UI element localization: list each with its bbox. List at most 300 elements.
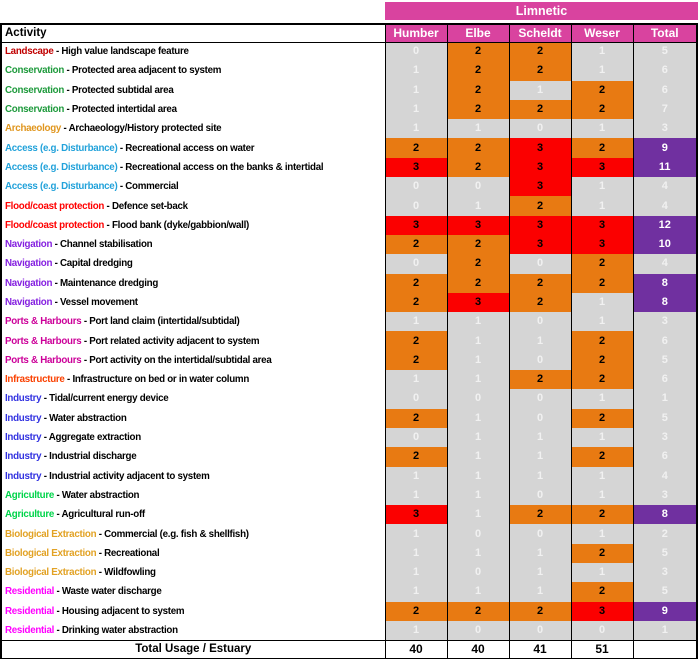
activity-cell <box>1 235 385 254</box>
activity-description: Recreational <box>104 546 160 559</box>
activity-label <box>5 567 156 578</box>
value-cell-elbe: 1 <box>447 370 509 389</box>
activity-category: Industry <box>5 392 42 405</box>
value-cell-weser: 3 <box>571 158 633 177</box>
table-row <box>1 196 697 215</box>
value-cell-weser: 1 <box>571 312 633 331</box>
value-cell-humber: 1 <box>385 61 447 80</box>
total-cell: 3 <box>633 312 697 331</box>
activity-label <box>5 65 221 76</box>
value-cell-elbe: 1 <box>447 312 509 331</box>
value-cell-elbe: 3 <box>447 216 509 235</box>
activity-cell <box>1 467 385 486</box>
value-cell-humber: 2 <box>385 409 447 428</box>
footer-total-humber: 40 <box>385 640 447 659</box>
value-cell-scheldt: 2 <box>509 61 571 80</box>
value-cell-humber: 0 <box>385 42 447 61</box>
value-cell-scheldt: 1 <box>509 81 571 100</box>
value-cell-scheldt: 1 <box>509 331 571 350</box>
activity-category: Conservation <box>5 83 65 96</box>
activity-label <box>5 162 323 173</box>
activity-cell <box>1 254 385 273</box>
activity-label <box>5 278 158 289</box>
activity-category: Access (e.g. Disturbance) <box>5 141 118 154</box>
table-row <box>1 274 697 293</box>
activity-separator: - <box>41 392 50 405</box>
activity-separator: - <box>54 585 62 598</box>
value-cell-weser: 2 <box>571 447 633 466</box>
activity-category: Navigation <box>5 257 53 270</box>
value-cell-humber: 0 <box>385 428 447 447</box>
total-cell: 5 <box>633 582 697 601</box>
activity-label <box>5 46 189 57</box>
activity-description: Agricultural run-off <box>61 508 145 521</box>
activity-category: Conservation <box>5 64 65 77</box>
footer-total-scheldt: 41 <box>509 640 571 659</box>
value-cell-scheldt: 3 <box>509 235 571 254</box>
total-cell: 1 <box>633 621 697 640</box>
value-cell-humber: 0 <box>385 196 447 215</box>
value-cell-scheldt: 0 <box>509 409 571 428</box>
value-cell-scheldt: 3 <box>509 158 571 177</box>
value-cell-humber: 3 <box>385 505 447 524</box>
value-cell-weser: 1 <box>571 42 633 61</box>
activity-description: Maintenance dredging <box>59 276 159 289</box>
total-cell: 6 <box>633 61 697 80</box>
table-row <box>1 621 697 640</box>
total-cell: 3 <box>633 486 697 505</box>
activity-cell <box>1 196 385 215</box>
activity-separator: - <box>96 527 105 540</box>
activity-separator: - <box>53 45 62 58</box>
activity-separator: - <box>81 334 90 347</box>
activity-separator: - <box>52 276 60 289</box>
total-cell: 5 <box>633 409 697 428</box>
value-cell-scheldt: 0 <box>509 389 571 408</box>
value-cell-elbe: 0 <box>447 563 509 582</box>
value-cell-weser: 1 <box>571 119 633 138</box>
value-cell-scheldt: 2 <box>509 602 571 621</box>
value-cell-scheldt: 0 <box>509 312 571 331</box>
activity-cell <box>1 621 385 640</box>
table-row <box>1 563 697 582</box>
value-cell-humber: 2 <box>385 274 447 293</box>
activity-cell <box>1 100 385 119</box>
value-cell-weser: 3 <box>571 216 633 235</box>
activity-separator: - <box>54 488 62 501</box>
activity-description: Flood bank (dyke/gabbion/wall) <box>111 218 249 231</box>
value-cell-humber: 1 <box>385 563 447 582</box>
value-cell-weser: 2 <box>571 331 633 350</box>
activity-label <box>5 201 188 212</box>
value-cell-humber: 2 <box>385 602 447 621</box>
value-cell-weser: 1 <box>571 467 633 486</box>
activity-label <box>5 529 249 540</box>
value-cell-weser: 1 <box>571 428 633 447</box>
total-cell: 8 <box>633 505 697 524</box>
value-cell-weser: 3 <box>571 235 633 254</box>
value-cell-elbe: 2 <box>447 158 509 177</box>
activity-cell <box>1 563 385 582</box>
activity-separator: - <box>41 411 50 424</box>
value-cell-humber: 2 <box>385 351 447 370</box>
value-cell-elbe: 2 <box>447 254 509 273</box>
activity-category: Industry <box>5 469 42 482</box>
table-row <box>1 505 697 524</box>
total-cell: 10 <box>633 235 697 254</box>
activity-cell <box>1 544 385 563</box>
value-cell-humber: 1 <box>385 544 447 563</box>
activity-cell <box>1 158 385 177</box>
activity-separator: - <box>64 103 72 116</box>
value-cell-weser: 2 <box>571 370 633 389</box>
footer-total-empty <box>633 640 697 659</box>
activity-separator: - <box>117 160 126 173</box>
activity-cell <box>1 582 385 601</box>
value-cell-scheldt: 2 <box>509 42 571 61</box>
value-cell-humber: 1 <box>385 621 447 640</box>
table-row <box>1 370 697 389</box>
value-cell-weser: 2 <box>571 138 633 157</box>
total-cell: 4 <box>633 196 697 215</box>
total-cell: 9 <box>633 602 697 621</box>
table-row <box>1 582 697 601</box>
value-cell-weser: 1 <box>571 293 633 312</box>
value-cell-elbe: 2 <box>447 42 509 61</box>
value-cell-scheldt: 2 <box>509 370 571 389</box>
activity-category: Archaeology <box>5 122 62 135</box>
activity-label <box>5 355 271 366</box>
value-cell-elbe: 1 <box>447 467 509 486</box>
value-cell-weser: 2 <box>571 409 633 428</box>
activity-description: Channel stabilisation <box>59 238 153 251</box>
value-cell-elbe: 2 <box>447 61 509 80</box>
activity-description: Protected subtidal area <box>71 83 174 96</box>
activity-label <box>5 374 249 385</box>
activity-category: Industry <box>5 450 42 463</box>
activity-cell <box>1 42 385 61</box>
column-header-weser: Weser <box>571 24 633 42</box>
activity-category: Industry <box>5 431 42 444</box>
value-cell-elbe: 1 <box>447 331 509 350</box>
activity-category: Agriculture <box>5 508 55 521</box>
activity-separator: - <box>54 623 62 636</box>
activity-category: Navigation <box>5 296 53 308</box>
activity-category: Navigation <box>5 238 53 251</box>
value-cell-elbe: 1 <box>447 544 509 563</box>
value-cell-scheldt: 2 <box>509 100 571 119</box>
column-header-elbe: Elbe <box>447 24 509 42</box>
total-cell: 5 <box>633 544 697 563</box>
value-cell-humber: 1 <box>385 370 447 389</box>
activity-separator: - <box>41 450 50 463</box>
activity-label <box>5 509 145 520</box>
activity-label <box>5 220 249 231</box>
table-row <box>1 351 697 370</box>
value-cell-elbe: 3 <box>447 293 509 312</box>
table-row <box>1 293 697 312</box>
total-cell: 4 <box>633 177 697 196</box>
activity-description: Archaeology/History protected site <box>68 122 222 135</box>
value-cell-weser: 1 <box>571 486 633 505</box>
activity-separator: - <box>52 257 60 270</box>
value-cell-humber: 2 <box>385 447 447 466</box>
activity-category: Flood/coast protection <box>5 218 105 231</box>
activity-category: Ports & Harbours <box>5 334 82 347</box>
activity-label <box>5 258 133 269</box>
value-cell-weser: 2 <box>571 544 633 563</box>
total-cell: 6 <box>633 370 697 389</box>
total-cell: 6 <box>633 331 697 350</box>
table-body <box>1 42 697 640</box>
value-cell-weser: 2 <box>571 505 633 524</box>
activity-separator: - <box>52 238 60 251</box>
table-row <box>1 486 697 505</box>
footer-total-weser: 51 <box>571 640 633 659</box>
activity-description: Tidal/current energy device <box>49 392 169 405</box>
activity-description: Port activity on the intertidal/subtidal area <box>89 353 272 366</box>
value-cell-weser: 1 <box>571 524 633 543</box>
value-cell-scheldt: 0 <box>509 486 571 505</box>
activity-label <box>5 336 259 347</box>
activity-label <box>5 123 221 134</box>
activity-label <box>5 143 254 154</box>
activity-description: Water abstraction <box>49 411 127 424</box>
activity-description: Vessel movement <box>59 296 138 308</box>
activity-label <box>5 297 138 308</box>
activity-category: Industry <box>5 411 42 424</box>
activity-description: Infrastructure on bed or in water column <box>72 373 250 386</box>
activity-description: Recreational access on water <box>125 141 255 154</box>
value-cell-humber: 1 <box>385 524 447 543</box>
total-cell: 8 <box>633 293 697 312</box>
activity-category: Biological Extraction <box>5 527 97 540</box>
table-row <box>1 544 697 563</box>
value-cell-scheldt: 3 <box>509 138 571 157</box>
activity-cell <box>1 602 385 621</box>
value-cell-weser: 2 <box>571 274 633 293</box>
activity-description: Waste water discharge <box>61 585 162 598</box>
activity-cell <box>1 428 385 447</box>
activity-label <box>5 625 178 636</box>
value-cell-humber: 1 <box>385 100 447 119</box>
activity-separator: - <box>41 469 50 482</box>
estuary-usage-table <box>0 23 698 659</box>
value-cell-scheldt: 2 <box>509 505 571 524</box>
activity-separator: - <box>117 141 126 154</box>
value-cell-humber: 2 <box>385 293 447 312</box>
value-cell-scheldt: 1 <box>509 447 571 466</box>
value-cell-scheldt: 3 <box>509 177 571 196</box>
value-cell-elbe: 1 <box>447 582 509 601</box>
table-row <box>1 138 697 157</box>
table-row <box>1 602 697 621</box>
limnetic-group-header: Limnetic <box>385 2 698 20</box>
activity-label <box>5 432 141 443</box>
value-cell-scheldt: 0 <box>509 524 571 543</box>
activity-description: Housing adjacent to system <box>61 604 185 617</box>
column-header-row <box>1 24 697 42</box>
value-cell-humber: 0 <box>385 389 447 408</box>
footer-row <box>1 640 697 659</box>
table-row <box>1 312 697 331</box>
activity-description: Port land claim (intertidal/subtidal) <box>89 315 240 328</box>
value-cell-weser: 1 <box>571 61 633 80</box>
activity-description: Capital dredging <box>59 257 133 270</box>
activity-category: Landscape <box>5 45 54 58</box>
table-row <box>1 119 697 138</box>
value-cell-scheldt: 1 <box>509 467 571 486</box>
activity-description: Industrial discharge <box>49 450 137 463</box>
activity-column-header: Activity <box>1 24 385 42</box>
value-cell-weser: 0 <box>571 621 633 640</box>
table-row <box>1 61 697 80</box>
activity-category: Biological Extraction <box>5 566 97 579</box>
activity-description: Recreational access on the banks & intertidal <box>125 160 324 173</box>
activity-description: Industrial activity adjacent to system <box>49 469 210 482</box>
value-cell-weser: 2 <box>571 582 633 601</box>
total-cell: 4 <box>633 254 697 273</box>
table-footer <box>1 640 697 659</box>
value-cell-humber: 2 <box>385 138 447 157</box>
activity-cell <box>1 119 385 138</box>
table-header <box>1 24 697 42</box>
value-cell-humber: 3 <box>385 158 447 177</box>
value-cell-scheldt: 3 <box>509 216 571 235</box>
table-row <box>1 524 697 543</box>
total-cell: 7 <box>633 100 697 119</box>
total-cell: 3 <box>633 563 697 582</box>
total-cell: 5 <box>633 351 697 370</box>
activity-category: Infrastructure <box>5 373 65 386</box>
table-row <box>1 216 697 235</box>
total-cell: 4 <box>633 467 697 486</box>
activity-label <box>5 586 161 597</box>
activity-label <box>5 393 168 404</box>
value-cell-weser: 2 <box>571 254 633 273</box>
activity-cell <box>1 370 385 389</box>
table-row <box>1 177 697 196</box>
activity-separator: - <box>52 296 60 308</box>
value-cell-humber: 2 <box>385 235 447 254</box>
value-cell-elbe: 2 <box>447 235 509 254</box>
column-header-total: Total <box>633 24 697 42</box>
activity-cell <box>1 524 385 543</box>
value-cell-elbe: 1 <box>447 119 509 138</box>
value-cell-scheldt: 1 <box>509 582 571 601</box>
activity-separator: - <box>81 353 90 366</box>
value-cell-weser: 2 <box>571 100 633 119</box>
value-cell-humber: 1 <box>385 119 447 138</box>
value-cell-weser: 3 <box>571 602 633 621</box>
total-cell: 2 <box>633 524 697 543</box>
value-cell-elbe: 2 <box>447 138 509 157</box>
activity-separator: - <box>81 315 90 328</box>
value-cell-elbe: 1 <box>447 196 509 215</box>
activity-description: Water abstraction <box>61 488 140 501</box>
table-row <box>1 331 697 350</box>
activity-description: Aggregate extraction <box>48 431 141 444</box>
value-cell-elbe: 1 <box>447 409 509 428</box>
value-cell-humber: 3 <box>385 216 447 235</box>
activity-category: Flood/coast protection <box>5 199 105 212</box>
table-row <box>1 254 697 273</box>
activity-category: Residential <box>5 585 55 598</box>
activity-description: Protected intertidal area <box>71 103 177 116</box>
activity-separator: - <box>64 83 72 96</box>
value-cell-elbe: 2 <box>447 602 509 621</box>
value-cell-humber: 0 <box>385 254 447 273</box>
activity-separator: - <box>54 508 62 521</box>
activity-category: Residential <box>5 604 55 617</box>
activity-category: Conservation <box>5 103 65 116</box>
value-cell-humber: 1 <box>385 582 447 601</box>
footer-total-elbe: 40 <box>447 640 509 659</box>
column-header-scheldt: Scheldt <box>509 24 571 42</box>
footer-label: Total Usage / Estuary <box>1 640 385 659</box>
table-row <box>1 409 697 428</box>
total-cell: 8 <box>633 274 697 293</box>
activity-description: Drinking water abstraction <box>61 623 178 636</box>
activity-cell <box>1 505 385 524</box>
value-cell-scheldt: 0 <box>509 254 571 273</box>
value-cell-scheldt: 1 <box>509 563 571 582</box>
activity-separator: - <box>41 431 49 444</box>
activity-cell <box>1 216 385 235</box>
activity-category: Navigation <box>5 276 53 289</box>
table-row <box>1 235 697 254</box>
value-cell-scheldt: 0 <box>509 621 571 640</box>
total-cell: 1 <box>633 389 697 408</box>
activity-description: Defence set-back <box>111 199 188 212</box>
total-cell: 12 <box>633 216 697 235</box>
activity-separator: - <box>96 566 105 579</box>
total-cell: 3 <box>633 119 697 138</box>
activity-separator: - <box>61 122 69 135</box>
activity-separator: - <box>117 180 126 193</box>
value-cell-elbe: 2 <box>447 274 509 293</box>
value-cell-humber: 1 <box>385 467 447 486</box>
table-row <box>1 389 697 408</box>
activity-label <box>5 413 127 424</box>
value-cell-weser: 1 <box>571 389 633 408</box>
activity-cell <box>1 274 385 293</box>
value-cell-weser: 2 <box>571 81 633 100</box>
value-cell-humber: 1 <box>385 81 447 100</box>
activity-label <box>5 490 139 501</box>
value-cell-elbe: 0 <box>447 524 509 543</box>
activity-category: Agriculture <box>5 488 55 501</box>
value-cell-scheldt: 0 <box>509 351 571 370</box>
activity-cell <box>1 409 385 428</box>
value-cell-elbe: 2 <box>447 81 509 100</box>
activity-label <box>5 181 178 192</box>
activity-cell <box>1 351 385 370</box>
table-row <box>1 42 697 61</box>
table-row <box>1 81 697 100</box>
activity-category: Ports & Harbours <box>5 315 82 328</box>
activity-cell <box>1 177 385 196</box>
value-cell-humber: 0 <box>385 177 447 196</box>
value-cell-elbe: 1 <box>447 486 509 505</box>
activity-label <box>5 104 177 115</box>
activity-category: Residential <box>5 623 55 636</box>
value-cell-elbe: 2 <box>447 100 509 119</box>
total-cell: 3 <box>633 428 697 447</box>
activity-separator: - <box>104 218 112 231</box>
value-cell-weser: 1 <box>571 563 633 582</box>
activity-label <box>5 548 159 559</box>
